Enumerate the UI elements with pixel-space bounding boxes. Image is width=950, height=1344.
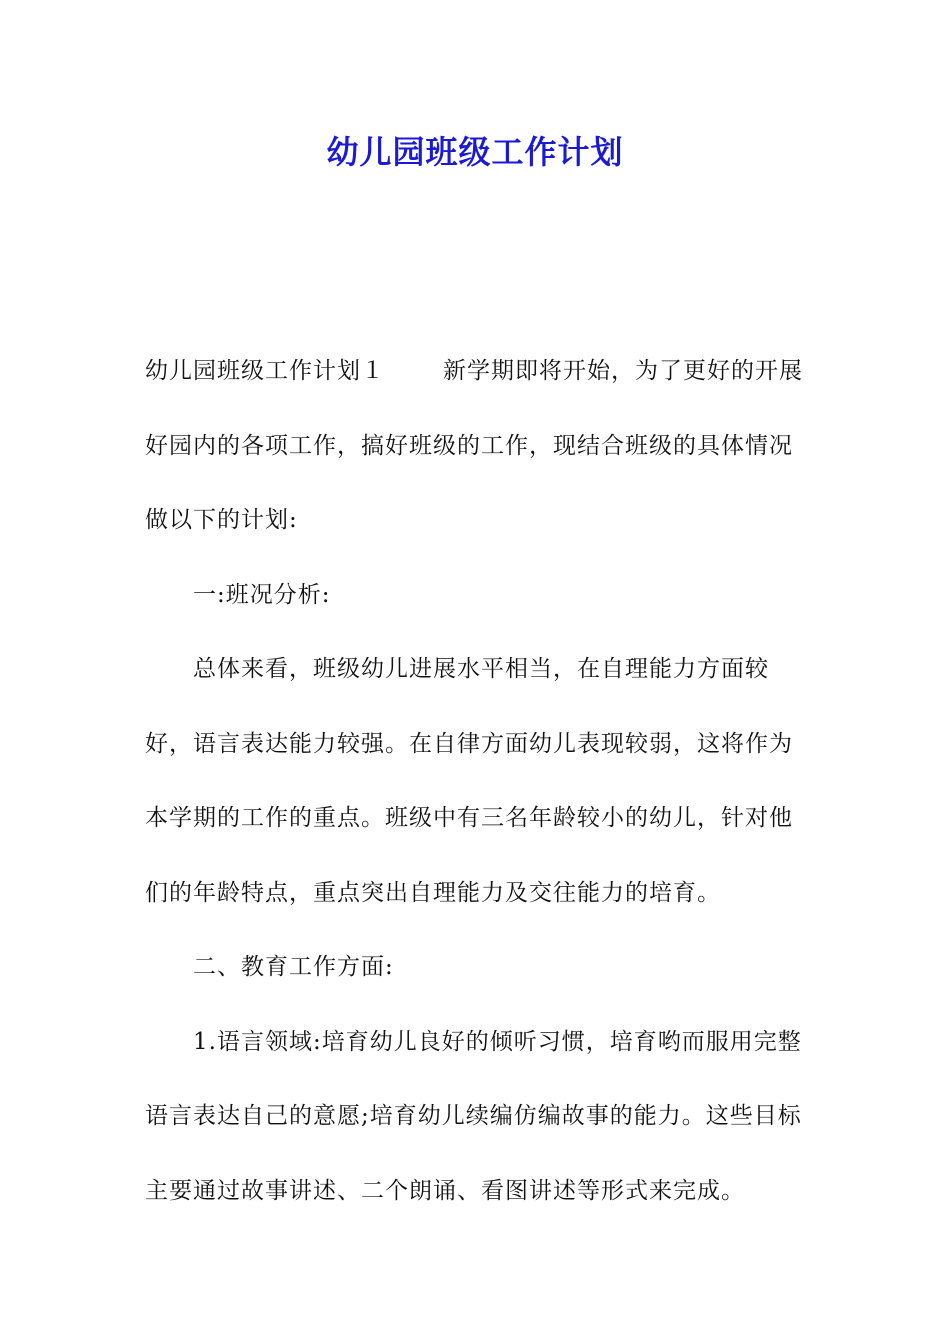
section1-paragraph: 总体来看，班级幼儿进展水平相当，在自理能力方面较好，语言表达能力较强。在自律方面幼儿表现较弱，这将作为本学期的工作的重点。班级中有三名年龄较小的幼儿，针对他们的年龄特点，重点突出自理能力及交往能力的培育。 [145, 656, 793, 906]
section1-heading: 一:班况分析: [193, 581, 331, 608]
section2-item1-paragraph: 1.语言领域:培育幼儿良好的倾听习惯，培育哟而服用完整语言表达自己的意愿;培育幼儿续编仿编故事的能力。这些目标主要通过故事讲述、二个朗诵、看图讲述等形式来完成。 [145, 1028, 802, 1204]
section2-heading: 二、教育工作方面: [193, 954, 394, 980]
intro-label: 幼儿园班级工作计划１ [145, 358, 385, 384]
intro-paragraph [145, 334, 810, 558]
document-title: 幼儿园班级工作计划 [326, 133, 624, 171]
document-body [145, 334, 810, 1228]
intro-text: 新学期即将开始，为了更好的开展好园内的各项工作，搞好班级的工作，现结合班级的具体情况做以下的计划: [145, 358, 803, 533]
